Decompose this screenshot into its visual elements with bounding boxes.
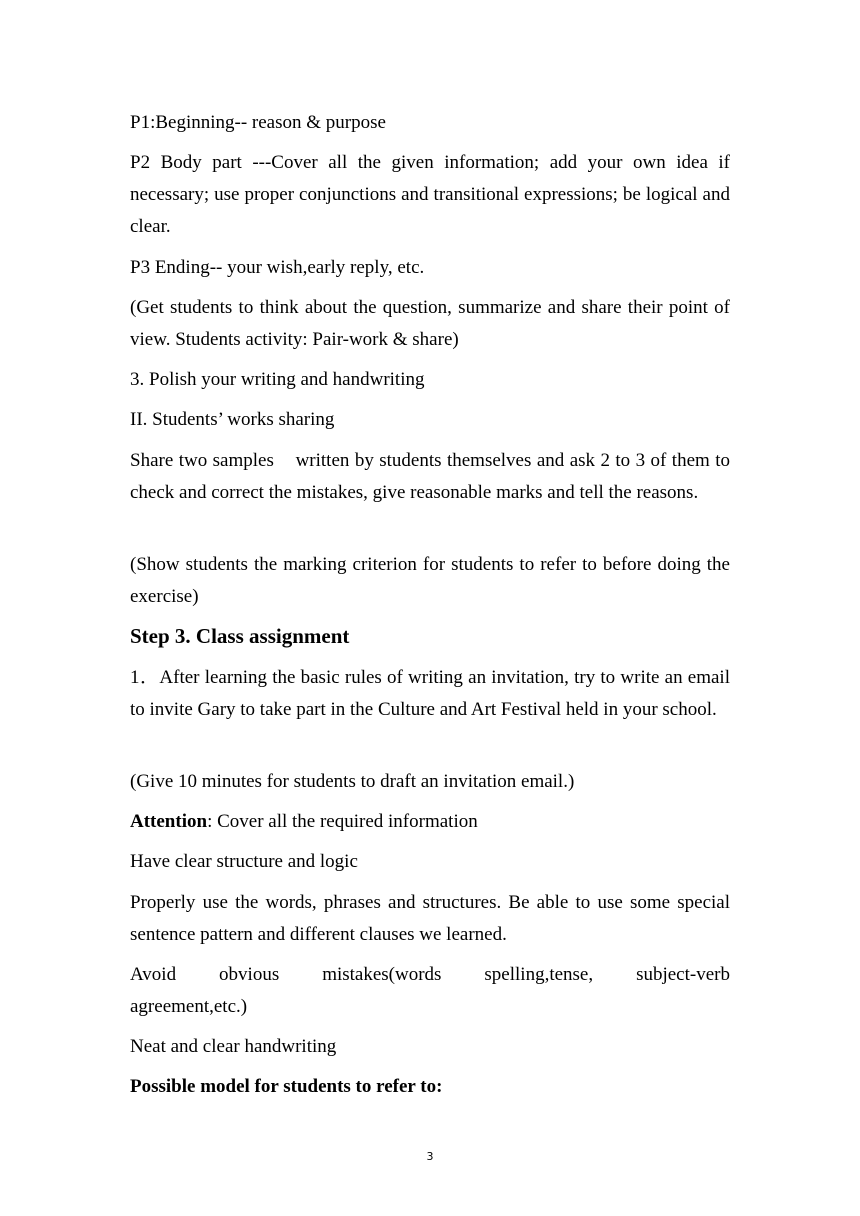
avoid-word: subject-verb xyxy=(636,964,730,985)
marking-criterion-paragraph: (Show students the marking criterion for students to refer to before doing the exercise) xyxy=(130,554,730,607)
avoid-mistakes-paragraph xyxy=(130,959,730,1023)
give-time-line: (Give 10 minutes for students to draft an invitation email.) xyxy=(130,771,575,792)
clear-structure-line: Have clear structure and logic xyxy=(130,851,358,872)
avoid-word: Avoid xyxy=(130,964,177,985)
page-number: 3 xyxy=(426,1150,434,1163)
step3-item1-paragraph: 1．After learning the basic rules of writing an invitation, try to write an email to invite Gary to take part in the Culture and Art Festival held in your school. xyxy=(130,667,730,720)
avoid-word: obvious xyxy=(219,964,280,985)
students-works-sharing-heading: II. Students’ works sharing xyxy=(130,409,335,430)
avoid-mistakes-second-line: agreement,etc.) xyxy=(130,996,248,1017)
avoid-word: spelling,tense, xyxy=(484,964,594,985)
students-activity-paragraph: (Get students to think about the question, summarize and share their point of view. Students activity: Pair-work & share) xyxy=(130,297,730,350)
attention-label: Attention xyxy=(130,811,208,832)
neat-handwriting-line: Neat and clear handwriting xyxy=(130,1036,337,1057)
avoid-word: mistakes(words xyxy=(322,964,442,985)
possible-model-heading: Possible model for students to refer to: xyxy=(130,1076,443,1097)
polish-writing-line: 3. Polish your writing and handwriting xyxy=(130,369,425,390)
attention-text: : Cover all the required information xyxy=(207,811,478,832)
p1-beginning-line: P1:Beginning-- reason & purpose xyxy=(130,112,386,133)
properly-use-paragraph: Properly use the words, phrases and structures. Be able to use some special sentence pattern and different clauses we learned. xyxy=(130,892,730,945)
avoid-mistakes-first-line xyxy=(130,959,730,991)
p2-body-paragraph: P2 Body part ---Cover all the given information; add your own idea if necessary; use proper conjunctions and transitional expressions; be logical and clear. xyxy=(130,152,730,237)
share-samples-paragraph: Share two samples written by students themselves and ask 2 to 3 of them to check and correct the mistakes, give reasonable marks and tell the reasons. xyxy=(130,450,735,503)
step3-heading: Step 3. Class assignment xyxy=(130,624,350,648)
attention-line xyxy=(130,806,730,838)
p3-ending-line: P3 Ending-- your wish,early reply, etc. xyxy=(130,257,425,278)
